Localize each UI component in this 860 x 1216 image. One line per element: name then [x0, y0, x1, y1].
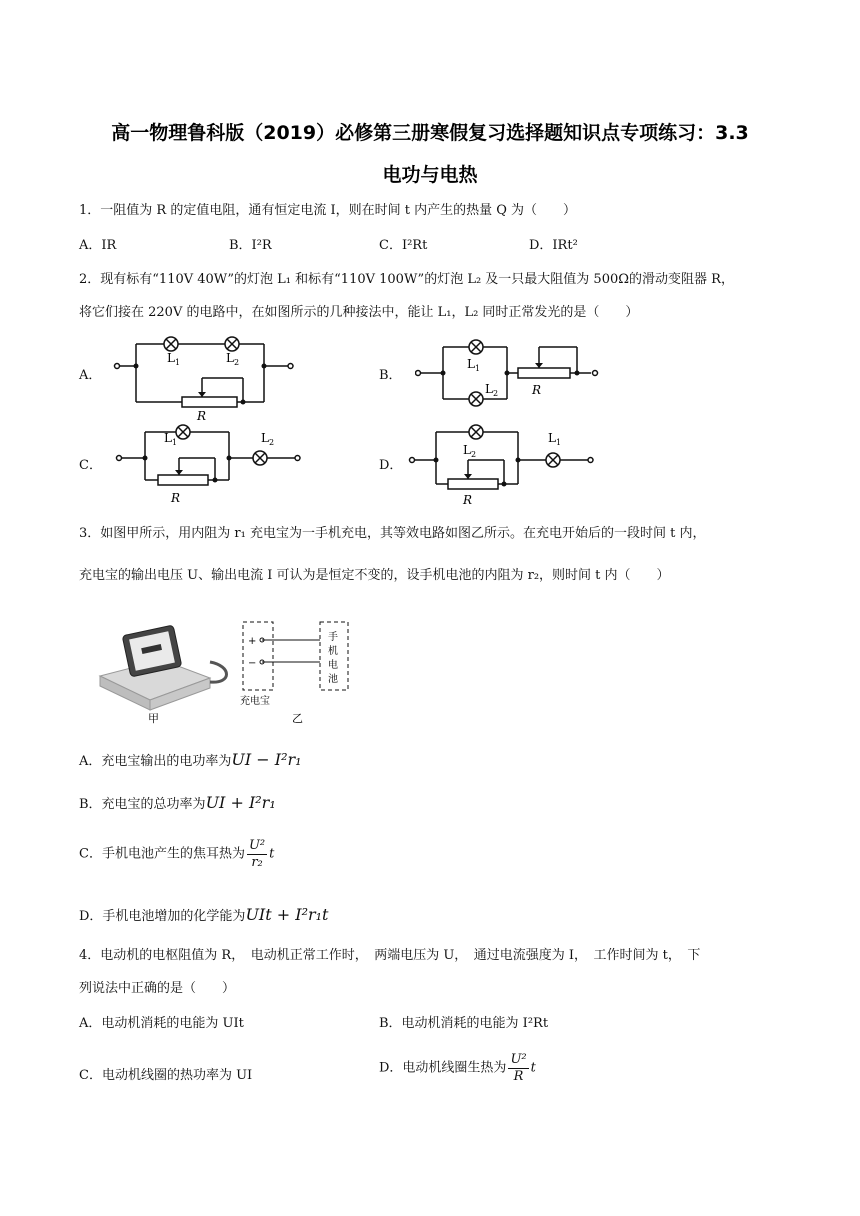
question-4-line1: 4．电动机的电枢阻值为 R， 电动机正常工作时， 两端电压为 U， 通过电流强度为 I， 工作时间为 t， 下 [79, 948, 701, 963]
q4-option-c: C．电动机线圈的热功率为 UI [79, 1068, 253, 1083]
circuit-c-l1-label: $L_1$ [164, 431, 178, 447]
phone-battery-label-3: 电 [328, 660, 338, 671]
circuit-a-r-label: R [197, 409, 207, 420]
power-bank-photo [100, 625, 227, 710]
question-2-line1: 2．现有标有“110V 40W”的灯泡 L₁ 和标有“110V 100W”的灯泡 L₂ 及一只最大阻值为 500Ω的滑动变阻器 R， [79, 272, 734, 287]
circuit-a-diagram [112, 330, 302, 420]
page-title-line1: 高一物理鲁科版（2019）必修第三册寒假复习选择题知识点专项练习：3.3 [111, 122, 749, 144]
q4-option-d-fraction: $\frac{\text{U²}}{R}$ [510, 1052, 527, 1084]
figure-jia-label: 甲 [148, 712, 159, 725]
phone-battery-label-1: 手 [328, 632, 338, 643]
minus-terminal-label: − [248, 658, 257, 669]
q4-option-d: D．电动机线圈生热为 $\frac{\text{U²}}{R}$ t [379, 1052, 536, 1084]
phone-battery-label-2: 机 [328, 646, 338, 657]
question-1-text: 1．一阻值为 R 的定值电阻，通有恒定电流 I，则在时间 t 内产生的热量 Q 为（ ） [79, 203, 577, 218]
question-3-line2: 充电宝的输出电压 U、输出电流 I 可认为是恒定不变的，设手机电池的内阻为 r₂，则时间 t 内（ ） [79, 568, 670, 583]
circuit-d-l1-label: $L_1$ [548, 431, 562, 447]
circuit-b-diagram [415, 335, 605, 415]
q2-option-d-label: D． [379, 458, 403, 473]
circuit-b-l1-label: $L_1$ [467, 357, 481, 373]
q2-option-a-label: A． [79, 368, 102, 383]
circuit-a-l2-label: $L_2$ [226, 351, 240, 367]
page-title-line2: 电功与电热 [382, 164, 478, 186]
plus-terminal-label: + [248, 636, 257, 647]
q3-figure [92, 618, 372, 728]
q1-option-b: B．I²R [229, 238, 272, 253]
circuit-b-l2-label: $L_2$ [485, 382, 499, 398]
q3-option-b: B．充电宝的总功率为UI + I²r₁ [79, 793, 276, 812]
question-4-line2: 列说法中正确的是（ ） [79, 981, 236, 996]
figure-yi-label: 乙 [292, 712, 303, 725]
q3-option-a: A．充电宝输出的电功率为UI − I²r₁ [79, 750, 302, 769]
q3-option-d: D．手机电池增加的化学能为UIt + I²r₁t [79, 905, 329, 924]
circuit-d-diagram [408, 420, 603, 508]
circuit-c-l2-label: $L_2$ [261, 431, 275, 447]
circuit-c-r-label: R [171, 491, 181, 505]
circuit-b-r-label: R [532, 383, 542, 397]
q1-option-a: A．IR [79, 238, 117, 253]
q2-option-b-label: B． [379, 368, 402, 383]
q1-option-d: D．IRt² [529, 238, 578, 253]
q2-option-c-label: C． [79, 458, 102, 473]
question-3-line1: 3．如图甲所示，用内阻为 r₁ 充电宝为一手机充电，其等效电路如图乙所示。在充电开始后的一段时间 t 内， [79, 526, 706, 541]
phone-battery-label-4: 池 [328, 674, 338, 685]
circuit-a-l1-label: $L_1$ [167, 351, 181, 367]
circuit-c-diagram [115, 420, 310, 508]
question-2-line2: 将它们接在 220V 的电路中，在如图所示的几种接法中，能让 L₁，L₂ 同时正常发光的是（ ） [79, 305, 639, 320]
q3-option-c: C．手机电池产生的焦耳热为 $\frac{\text{U²}}{\text{r₂}}$ t [79, 838, 275, 870]
q4-option-b: B．电动机消耗的电能为 I²Rt [379, 1016, 549, 1031]
circuit-d-r-label: R [463, 493, 473, 507]
q3-option-c-fraction: $\frac{\text{U²}}{\text{r₂}}$ [248, 838, 266, 870]
q4-option-a: A．电动机消耗的电能为 UIt [79, 1016, 244, 1031]
circuit-d-l2-label: $L_2$ [463, 443, 477, 459]
power-bank-label: 充电宝 [240, 696, 270, 707]
q1-option-c: C．I²Rt [379, 238, 428, 253]
